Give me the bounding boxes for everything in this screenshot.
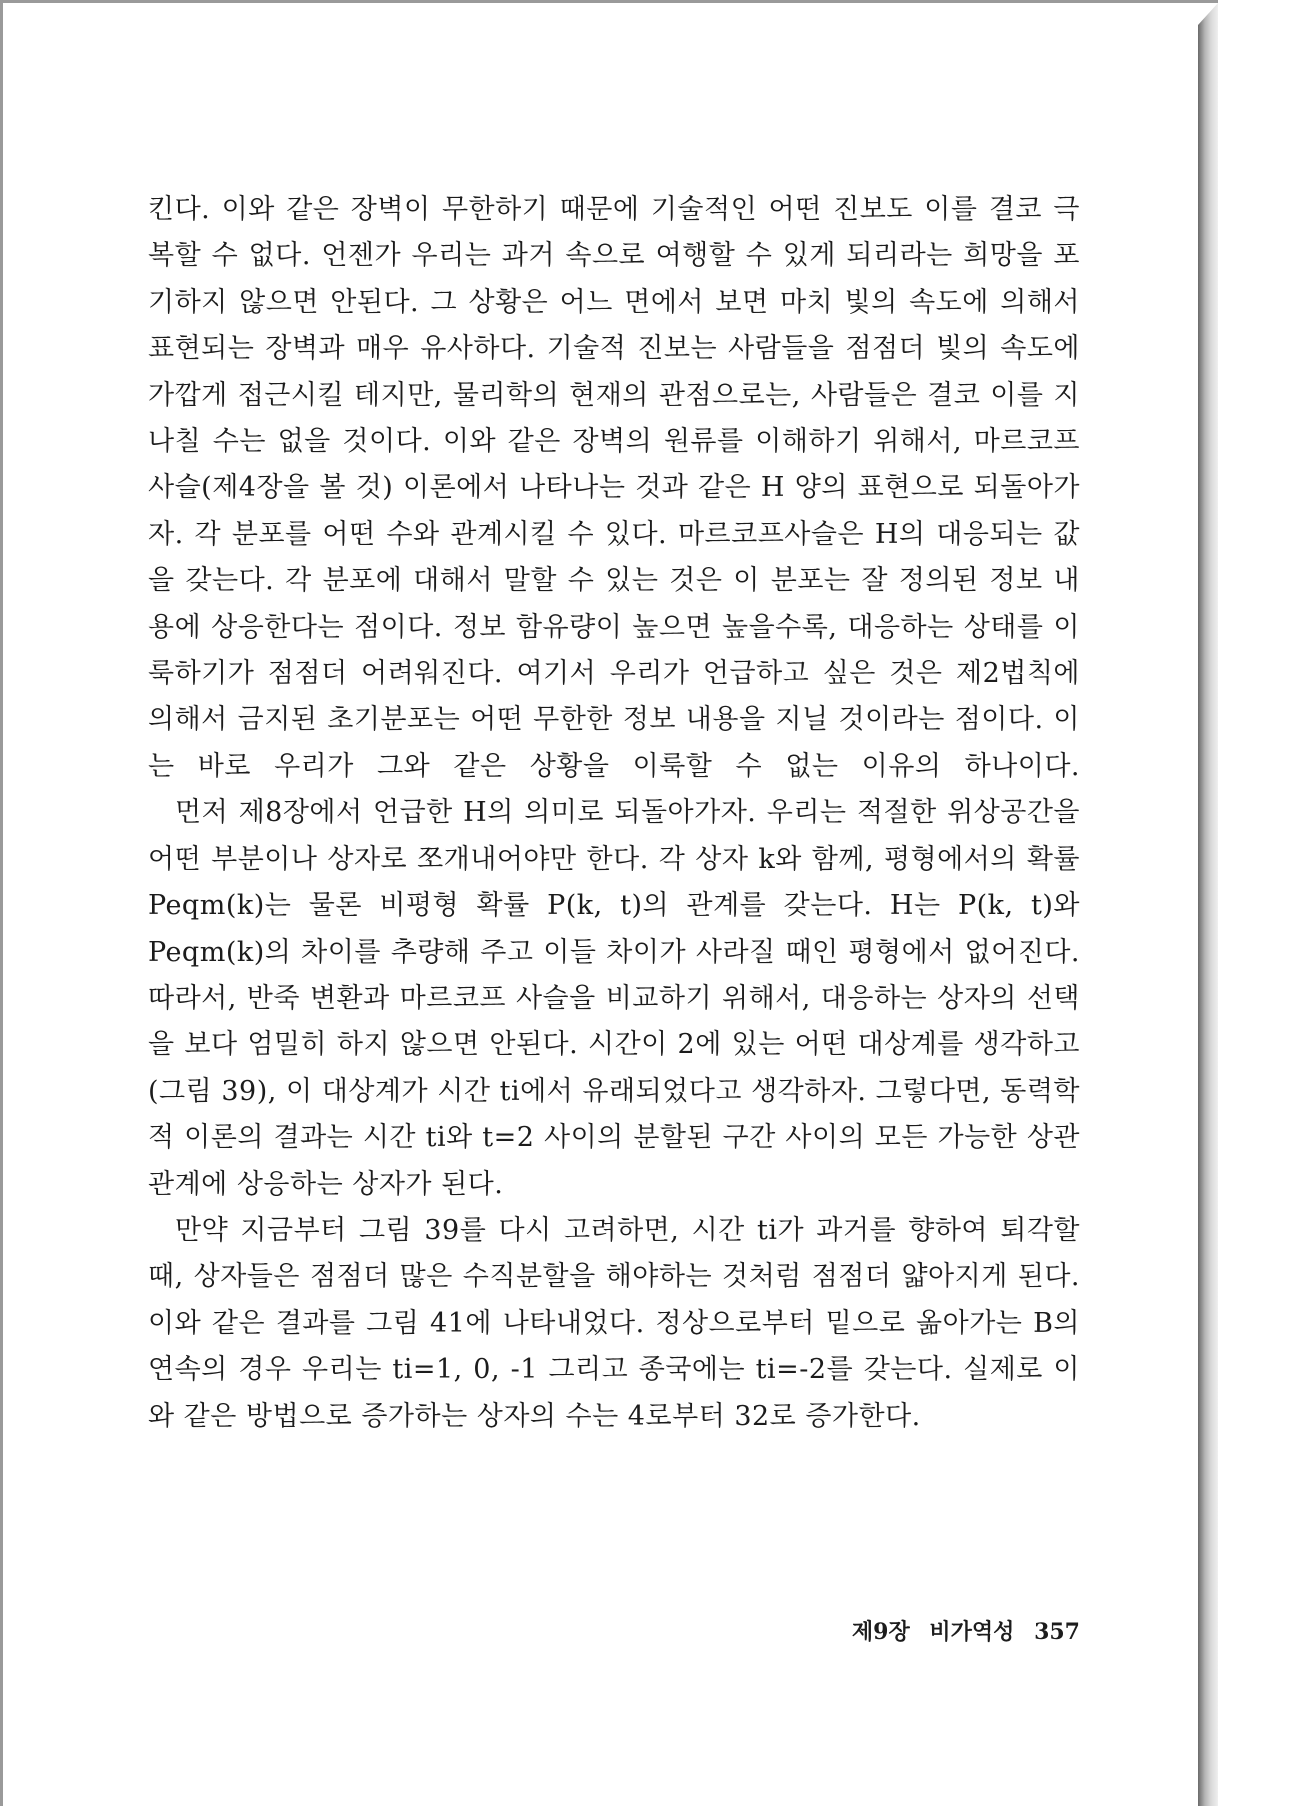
page-number: 357 [1034, 1619, 1080, 1645]
chapter-title: 비가역성 [929, 1619, 1015, 1645]
page-footer [820, 1612, 1080, 1652]
paragraph-2: 먼저 제8장에서 언급한 H의 의미로 되돌아가자. 우리는 적절한 위상공간을 어떤 부분이나 상자로 쪼개내어야만 한다. 각 상자 k와 함께, 평형에서의 확률 Peqm(k)는 물론 비평형 확률 P(k, t)의 관계를 갖는다. H는 P(k, t)와 Peqm(k)의 차이를 추량해 주고 이들 차이가 사라질 때인 평형에서 없어진다. 따라서, 반죽 변환과 마르코프 사슬을 비교하기 위해서, 대응하는 상자의 선택을 보다 엄밀히 하지 않으면 안된다. 시간이 2에 있는 어떤 대상계를 생각하고(그림 39), 이 대상계가 시간 ti에서 유래되었다고 생각하자. 그렇다면, 동력학적 이론의 결과는 시간 ti와 t=2 사이의 분할된 구간 사이의 모든 가능한 상관관계에 상응하는 상자가 된다. [148, 797, 1080, 1200]
paragraph-3: 만약 지금부터 그림 39를 다시 고려하면, 시간 ti가 과거를 향하여 퇴각할 때, 상자들은 점점더 많은 수직분할을 해야하는 것처럼 점점더 얇아지게 된다. 이와 같은 결과를 그림 41에 나타내었다. 정상으로부터 밑으로 옮아가는 B의 연속의 경우 우리는 ti=1, 0, -1 그리고 종국에는 ti=-2를 갖는다. 실제로 이와 같은 방법으로 증가하는 상자의 수는 4로부터 32로 증가한다. [148, 1214, 1080, 1432]
chapter-label: 제9장 [851, 1619, 910, 1645]
page-curl-edge [1198, 3, 1218, 1806]
body-text [148, 187, 1080, 1440]
outer-background [1218, 0, 1303, 1806]
page-curl-corner [1198, 3, 1218, 25]
paragraph-1: 킨다. 이와 같은 장벽이 무한하기 때문에 기술적인 어떤 진보도 이를 결코 극복할 수 없다. 언젠가 우리는 과거 속으로 여행할 수 있게 되리라는 희망을 포기하지 않으면 안된다. 그 상황은 어느 면에서 보면 마치 빛의 속도에 의해서 표현되는 장벽과 매우 유사하다. 기술적 진보는 사람들을 점점더 빛의 속도에 가깝게 접근시킬 테지만, 물리학의 현재의 관점으로는, 사람들은 결코 이를 지나칠 수는 없을 것이다. 이와 같은 장벽의 원류를 이해하기 위해서, 마르코프사슬(제4장을 볼 것) 이론에서 나타나는 것과 같은 H 양의 표현으로 되돌아가자. 각 분포를 어떤 수와 관계시킬 수 있다. 마르코프사슬은 H의 대응되는 값을 갖는다. 각 분포에 대해서 말할 수 있는 것은 이 분포는 잘 정의된 정보 내용에 상응한다는 점이다. 정보 함유량이 높으면 높을수록, 대응하는 상태를 이룩하기가 점점더 어려워진다. 여기서 우리가 언급하고 싶은 것은 제2법칙에 의해서 금지된 초기분포는 어떤 무한한 정보 내용을 지닐 것이라는 점이다. 이는 바로 우리가 그와 같은 상황을 이룩할 수 없는 이유의 하나이다. [148, 194, 1080, 782]
